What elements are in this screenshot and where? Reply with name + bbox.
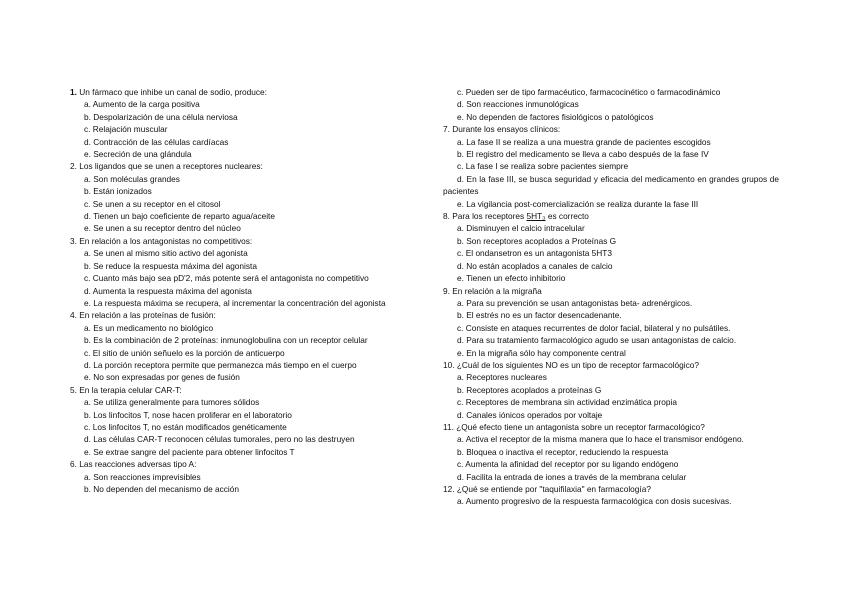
question-2 (70, 160, 408, 234)
option-b: b. Bloquea o inactiva el receptor, reduciendo la respuesta (457, 446, 669, 457)
question-6-continued (443, 86, 779, 123)
option-c: c. Se unen a su receptor en el citosol (84, 198, 221, 209)
option-b: b. Es la combinación de 2 proteínas: inmunoglobulina con un receptor celular (84, 335, 368, 346)
option-e: e. No dependen de factores fisiológicos o patológicos (457, 111, 654, 122)
question-number: 2. (70, 161, 77, 172)
question-number: 8. (443, 211, 450, 222)
question-3 (70, 235, 408, 309)
option-c: c. El sitio de unión señuelo es la porción de anticuerpo (84, 347, 285, 358)
option-c: c. Pueden ser de tipo farmacéutico, farmacocinético o farmacodinámico (457, 87, 721, 97)
option-d: d. Las células CAR-T reconocen células tumorales, pero no las destruyen (84, 434, 355, 445)
option-a: a. Disminuyen el calcio intracelular (457, 223, 585, 234)
option-d: d. Tienen un bajo coeficiente de reparto agua/aceite (84, 211, 275, 222)
question-number: 7. (443, 124, 450, 135)
option-a: a. Aumento de la carga positiva (84, 99, 200, 110)
question-title: En relación a los antagonistas no competitivos: (79, 235, 253, 246)
option-a: a. Aumento progresivo de la respuesta farmacológica con dosis sucesivas. (457, 496, 732, 507)
question-title: Los ligandos que se unen a receptores nucleares: (79, 161, 263, 172)
question-1 (70, 86, 408, 160)
question-6 (70, 458, 408, 495)
question-title: En relación a la migraña (452, 285, 542, 296)
option-c: c. Aumenta la afinidad del receptor por su ligando endógeno (457, 459, 679, 470)
question-8 (443, 210, 779, 284)
question-number: 10. (443, 359, 455, 370)
question-4 (70, 309, 408, 383)
question-number: 6. (70, 459, 77, 470)
option-b: b. Receptores acoplados a proteínas G (457, 384, 602, 395)
question-title: En relación a las proteínas de fusión: (79, 310, 216, 321)
question-number: 9. (443, 285, 450, 296)
question-11 (443, 421, 779, 483)
option-a: a. Activa el receptor de la misma manera que lo hace el transmisor endógeno. (457, 434, 744, 445)
question-title: Durante los ensayos clínicos: (452, 124, 561, 135)
question-number: 4. (70, 310, 77, 321)
option-a: a. La fase II se realiza a una muestra grande de pacientes escogidos (457, 136, 711, 147)
question-title: ¿Cuál de los siguientes NO es un tipo de receptor farmacológico? (456, 359, 699, 370)
option-e: e. Secreción de una glándula (84, 149, 192, 160)
option-c: c. La fase I se realiza sobre pacientes siempre (457, 161, 629, 172)
option-c: c. Los linfocitos T, no están modificados genéticamente (84, 421, 287, 432)
question-title-pre: Para los receptores (452, 211, 527, 222)
option-b: b. Despolarización de una célula nerviosa (84, 111, 238, 122)
option-e: e. La respuesta máxima se recupera, al incrementar la concentración del agonista (84, 297, 386, 308)
question-10 (443, 359, 779, 421)
option-b: b. Están ionizados (84, 186, 152, 197)
option-b: b. No dependen del mecanismo de acción (84, 484, 239, 494)
option-c: c. Cuanto más bajo sea pD'2, más potente será el antagonista no competitivo (84, 273, 369, 284)
question-number: 3. (70, 235, 77, 246)
option-b: b. El registro del medicamento se lleva a cabo después de la fase IV (457, 149, 709, 160)
question-title: ¿Qué se entiende por "taquifilaxia" en farmacología? (456, 484, 651, 494)
option-d: d. Son reacciones inmunológicas (457, 99, 579, 110)
option-b: b. Se reduce la respuesta máxima del agonista (84, 260, 257, 271)
right-column (443, 86, 779, 508)
left-column (70, 86, 408, 495)
question-number: 5. (70, 384, 77, 395)
question-title: Las reacciones adversas tipo A: (79, 459, 197, 470)
question-number: 11. (443, 421, 454, 432)
option-b: b. Son receptores acoplados a Proteínas G (457, 235, 617, 246)
option-e: e. Tienen un efecto inhibitorio (457, 273, 566, 284)
option-a: a. Son reacciones imprevisibles (84, 471, 201, 482)
question-title-post: es correcto (545, 211, 589, 222)
option-c: c. Relajación muscular (84, 124, 168, 135)
option-c: c. Consiste en ataques recurrentes de dolor facial, bilateral y no pulsátiles. (457, 322, 731, 333)
question-title: ¿Qué efecto tiene un antagonista sobre un receptor farmacológico? (456, 421, 705, 432)
option-a: a. Son moléculas grandes (84, 173, 180, 184)
option-c: c. Receptores de membrana sin actividad enzimática propia (457, 397, 677, 408)
question-5 (70, 384, 408, 458)
question-number: 1. (70, 87, 77, 97)
option-e: e. No son expresadas por genes de fusión (84, 372, 240, 383)
option-d: d. Contracción de las células cardíacas (84, 136, 229, 147)
option-e: e. Se unen a su receptor dentro del núcleo (84, 223, 241, 234)
option-a: a. Es un medicamento no biológico (84, 322, 214, 333)
option-c: c. El ondansetron es un antagonista 5HT3 (457, 248, 612, 259)
option-d: d. Aumenta la respuesta máxima del agonista (84, 285, 252, 296)
question-number: 12. (443, 484, 455, 494)
option-a: a. Se utiliza generalmente para tumores sólidos (84, 397, 260, 408)
option-d: d. Facilita la entrada de iones a través de la membrana celular (457, 471, 687, 482)
question-title-underlined: 5HT₃ (526, 211, 546, 222)
option-a: a. Se unen al mismo sitio activo del agonista (84, 248, 248, 259)
option-b: b. Los linfocitos T, nose hacen proliferar en el laboratorio (84, 409, 292, 420)
option-b: b. El estrés no es un factor desencadenante. (457, 310, 622, 321)
option-d: d. En la fase III, se busca seguridad y eficacia del medicamento en grandes grupos de pacientes (443, 173, 779, 197)
question-title: Un fármaco que inhibe un canal de sodio, produce: (79, 87, 267, 97)
question-12 (443, 483, 779, 508)
option-d: d. Canales iónicos operados por voltaje (457, 409, 603, 420)
option-a: a. Para su prevención se usan antagonistas beta- adrenérgicos. (457, 297, 693, 308)
question-9 (443, 285, 779, 359)
option-a: a. Receptores nucleares (457, 372, 547, 383)
option-d: d. Para su tratamiento farmacológico agudo se usan antagonistas de calcio. (457, 335, 737, 346)
option-d: d. La porción receptora permite que permanezca más tiempo en el cuerpo (84, 359, 357, 370)
option-e: e. En la migraña sólo hay componente central (457, 347, 626, 358)
question-title: En la terapia celular CAR-T: (79, 384, 182, 395)
option-e: e. La vigilancia post-comercialización se realiza durante la fase III (457, 198, 699, 209)
option-e: e. Se extrae sangre del paciente para obtener linfocitos T (84, 446, 295, 457)
option-d: d. No están acoplados a canales de calcio (457, 260, 613, 271)
question-7 (443, 123, 779, 210)
